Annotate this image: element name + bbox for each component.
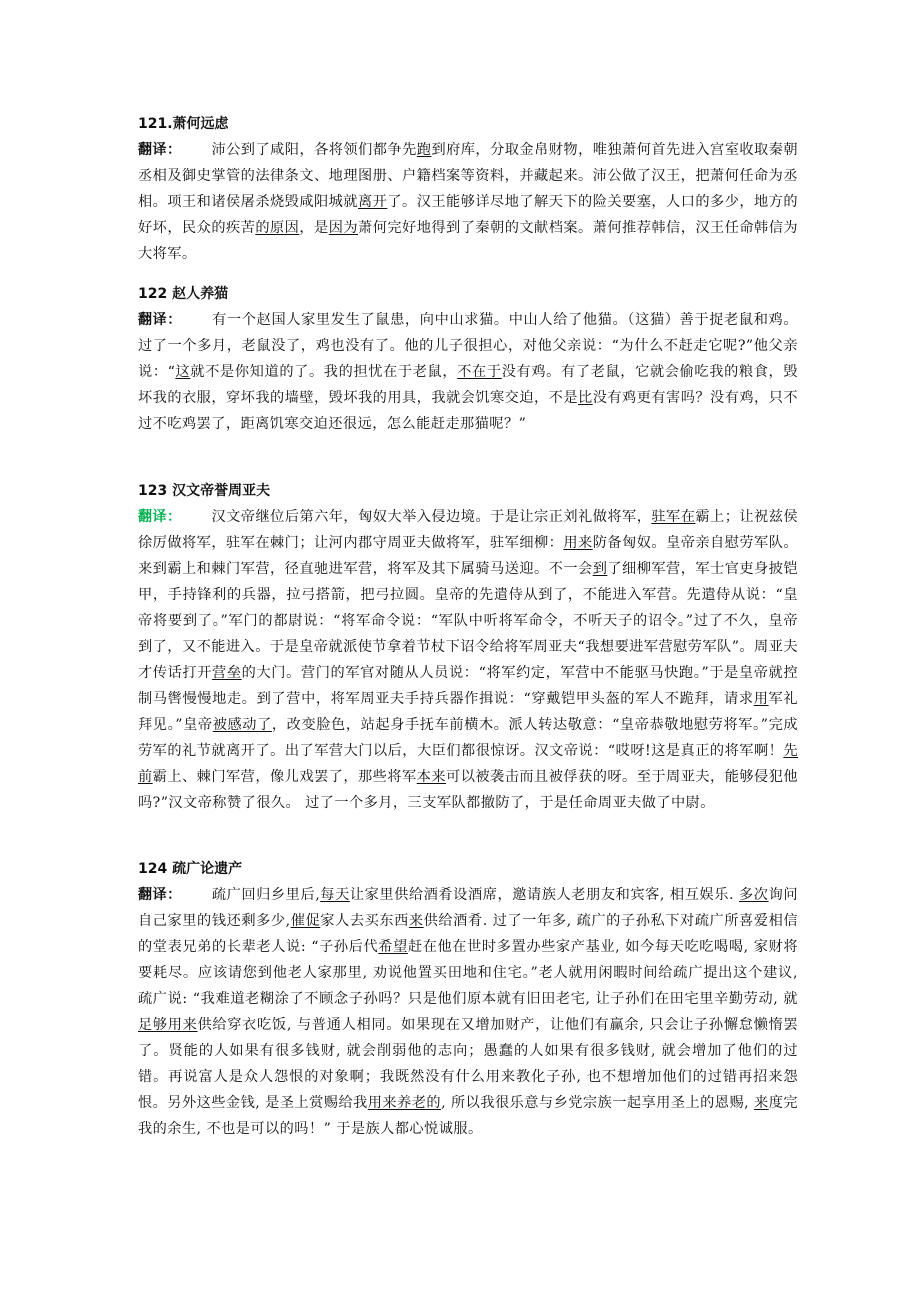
- translation-label: 翻译：: [138, 142, 182, 158]
- underlined-phrase: 因为: [328, 220, 359, 236]
- translation-paragraph: [138, 307, 798, 437]
- underlined-phrase: 希望: [378, 939, 408, 955]
- text-run: 度完我的余生, 不也是可以的吗！” 于是族人都心悦诚服。: [138, 1095, 798, 1137]
- translation-label: 翻译：: [138, 887, 182, 903]
- underlined-phrase: 来: [408, 913, 424, 929]
- text-run: 疏广回归乡里后,: [211, 887, 321, 903]
- text-run: 了。汉王能够详尽地了解天下的险关要塞，人口的多少，地方的好坏，民众的疾苦: [138, 194, 798, 236]
- section-124: [138, 856, 798, 1142]
- underlined-phrase: 催促: [290, 913, 321, 929]
- text-run: 供给酒肴. 过了一年多, 疏广的子孙私下对疏广所喜爱相信的堂表兄弟的长辈老人说: “子孙后代: [138, 913, 798, 955]
- text-run: 让家里供给酒肴设酒席，邀请族人老朋友和宾客, 相互娱乐.: [349, 887, 740, 903]
- text-run: , 所以我很乐意与乡党宗族一起享用圣上的恩赐,: [441, 1095, 755, 1111]
- text-run: 询问自己家里的钱还剩多少,: [138, 887, 798, 929]
- section-title: 121.萧何远虑: [138, 116, 229, 132]
- underlined-phrase: 足够用来: [138, 1017, 198, 1033]
- text-run: 有一个赵国人家里发生了鼠患，向中山求猫。中山人给了他猫。（这猫）善于捉老鼠和鸡。过了一个多月，老鼠没了，鸡也没有了。他的儿子很担心，对他父亲说：“为什么不赶走它呢?”他父亲说：“: [138, 312, 799, 380]
- underlined-phrase: 不在于: [457, 364, 502, 380]
- underlined-phrase: 本来: [416, 769, 447, 785]
- text-run: 霸上；让祝兹侯徐厉做将军，驻军在棘门；让河内郡守周亚夫做将军，驻军细柳：: [138, 509, 798, 551]
- translation-paragraph: [138, 504, 798, 816]
- text-run: 的大门。营门的军官对随从人员说：“将军约定，军营中不能驱马快跑。”于是皇帝就控制马辔慢慢地走。到了营中，将军周亚夫手持兵器作揖说：“穿戴铠甲头盔的军人不跪拜，请求: [138, 665, 798, 707]
- translation-label: 翻译：: [138, 312, 182, 328]
- underlined-phrase: 多次: [739, 887, 769, 903]
- paragraph-text: [138, 887, 798, 1137]
- paragraph-text: [138, 312, 798, 432]
- underlined-phrase: 驻军在: [651, 509, 696, 525]
- text-run: 到府库，分取金帛财物，唯独萧何首先进入宫室收取秦朝丞相及御史掌管的法律条文、地理图册、户籍档案等资料，并藏起来。沛公做了汉王，把萧何任命为丞相。项王和诸侯屠杀烧毁咸阳城就: [138, 142, 798, 210]
- text-run: 供给穿衣吃饭, 与普通人相同。如果现在又增加财产，让他们有赢余, 只会让子孙懈怠懒惰罢了。贤能的人如果有很多钱财, 就会削弱他的志向；愚蠢的人如果有很多钱财, 就会增加了他们的过错。再说富人是众人怨恨的对象啊；我既然没有什么用来教化子孙, 也不想增加他们的过错再招来怨恨。另外这些金钱, 是圣上赏赐给我: [138, 1017, 798, 1111]
- underlined-phrase: 用来: [563, 535, 593, 551]
- underlined-phrase: 离开: [358, 194, 388, 210]
- underlined-phrase: 来: [754, 1095, 769, 1111]
- translation-paragraph: [138, 882, 798, 1142]
- text-run: 了细柳军营，军士官吏身披铠甲，手持锋利的兵器，拉弓搭箭，把弓拉圆。皇帝的先遣侍从到了，不能进入军营。先遣侍从说：“皇帝将要到了。”军门的都尉说：“将军命令说：“军队中听将军命令，不听天子的诏令。”过了不久，皇帝到了，又不能进入。于是皇帝就派使节拿着节杖下诏令给将军周亚夫“我想要进军营慰劳军队”。周亚夫才传话打开: [138, 561, 799, 681]
- paragraph-text: [138, 509, 798, 811]
- text-run: 汉文帝继位后第六年，匈奴大举入侵边境。于是让宗正刘礼做将军，: [211, 509, 652, 525]
- underlined-phrase: 的原因: [255, 220, 300, 236]
- underlined-phrase: 先前: [138, 743, 798, 785]
- section-121: [138, 111, 798, 267]
- translation-paragraph: [138, 137, 798, 267]
- underlined-phrase: 这: [175, 364, 191, 380]
- section-title: 123 汉文帝誉周亚夫: [138, 483, 271, 499]
- text-run: 没有鸡更有害吗？没有鸡，只不过不吃鸡罢了，距离饥寒交迫还很远，怎么能赶走那猫呢？”: [138, 390, 798, 432]
- text-run: 赶在他在世时多置办些家产基业, 如今每天吃吃喝喝, 家财将要耗尽。应该请您到他老人家那里, 劝说他置买田地和住宅。”老人就用闲暇时间给疏广提出这个建议, 疏广说: “我难道老糊涂了不顾念子孙吗？只是他们原本就有旧田老宅, 让子孙们在田宅里辛勤劳动, 就: [138, 939, 798, 1007]
- text-run: 没有鸡。有了老鼠，它就会偷吃我的粮食，毁坏我的衣服，穿坏我的墙壁，毁坏我的用具，我就会饥寒交迫，不是: [138, 364, 798, 406]
- underlined-phrase: 跑: [416, 142, 432, 158]
- text-run: 家人去买东西: [320, 913, 409, 929]
- underlined-phrase: 比: [578, 390, 593, 406]
- text-run: ，改变脸色，站起身手抚车前横木。派人转达敬意：“皇帝恭敬地慰劳将军。”完成劳军的礼节就离开了。出了军营大门以后，大臣们都很惊讶。汉文帝说：“哎呀!这是真正的将军啊！: [138, 717, 799, 759]
- underlined-phrase: 每天: [320, 887, 350, 903]
- text-run: ，是: [299, 220, 329, 236]
- text-run: 可以被袭击而且被俘获的呀。至于周亚夫，能够侵犯他吗?”汉文帝称赞了很久。 过了一个多月，三支军队都撤防了，于是任命周亚夫做了中尉。: [138, 769, 799, 811]
- section-title: 124 疏广论遗产: [138, 861, 243, 877]
- underlined-phrase: 到: [592, 561, 608, 577]
- text-run: 沛公到了咸阳，各将领们都争先: [211, 142, 417, 158]
- paragraph-text: [138, 142, 798, 262]
- text-run: 霸上、棘门军营，像儿戏罢了，那些将军: [152, 769, 417, 785]
- translation-label: 翻译：: [138, 509, 182, 525]
- section-122: [138, 281, 798, 437]
- text-run: 军礼拜见。”皇帝: [138, 691, 799, 733]
- text-run: 萧何完好地得到了秦朝的文献档案。萧何推荐韩信，汉王任命韩信为大将军。: [138, 220, 798, 262]
- text-run: 就不是你知道的了。我的担忧在于老鼠，: [190, 364, 458, 380]
- underlined-phrase: 用: [753, 691, 769, 707]
- underlined-phrase: 营垒: [212, 665, 242, 681]
- underlined-phrase: 用来养老的: [367, 1095, 442, 1111]
- text-run: 防备匈奴。皇帝亲自慰劳军队。来到霸上和棘门军营，径直驰进军营，将军及其下属骑马送迎。不一会: [138, 535, 798, 577]
- section-title: 122 赵人养猫: [138, 286, 229, 302]
- underlined-phrase: 被感动了: [212, 717, 272, 733]
- section-123: [138, 478, 798, 816]
